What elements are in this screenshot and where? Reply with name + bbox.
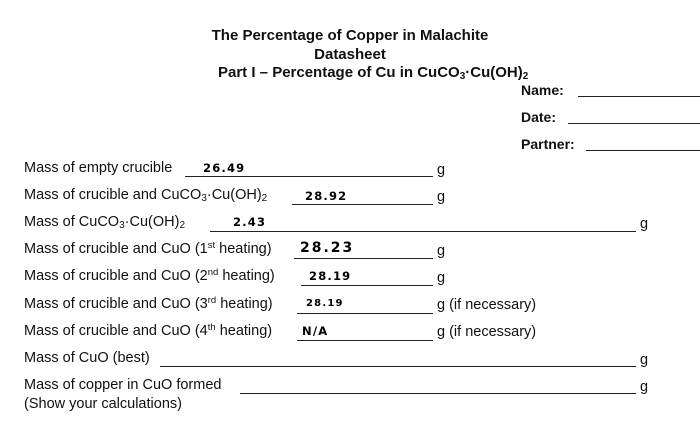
third-heating-value: 28.19 <box>306 298 344 309</box>
row2-prefix: Mass of crucible and <box>24 187 162 203</box>
part-title-sub3: 3 <box>459 71 466 82</box>
third-heating-unit: g (if necessary) <box>437 297 537 313</box>
row-copper-mass-label: Mass of copper in CuO formed <box>24 377 222 393</box>
row-empty-crucible-label: Mass of empty crucible <box>24 160 173 176</box>
partner-label: Partner: <box>521 136 575 152</box>
row5-suffix: heating) <box>218 268 275 284</box>
row2-cuoh: ·Cu(OH) <box>206 187 262 203</box>
row-third-heating-label <box>24 296 273 312</box>
datasheet-subtitle: Datasheet <box>314 46 386 63</box>
second-heating-value: 28.19 <box>309 269 352 283</box>
empty-crucible-field[interactable] <box>185 176 433 177</box>
partner-field[interactable] <box>586 150 700 151</box>
row5-ordinal: nd <box>207 267 219 278</box>
copper-mass-unit: g <box>640 379 649 395</box>
part-title <box>218 64 528 81</box>
date-label: Date: <box>521 109 557 125</box>
row-first-heating-label <box>24 241 272 257</box>
third-heating-field[interactable] <box>297 313 433 314</box>
row-second-heating-label <box>24 268 275 284</box>
row6-prefix: Mass of crucible and CuO (3 <box>24 296 208 312</box>
cuo-best-unit: g <box>640 352 649 368</box>
row6-ordinal: rd <box>207 295 217 306</box>
row7-prefix: Mass of crucible and CuO (4 <box>24 323 208 339</box>
fourth-heating-field[interactable] <box>297 340 433 341</box>
first-heating-value: 28.23 <box>300 240 355 256</box>
row3-sub2: 2 <box>179 220 185 231</box>
row4-prefix: Mass of crucible and CuO (1 <box>24 241 208 257</box>
row3-prefix: Mass of <box>24 214 79 230</box>
second-heating-unit: g <box>437 270 446 286</box>
row-fourth-heating-label <box>24 323 272 339</box>
row3-cuoh: ·Cu(OH) <box>124 214 180 230</box>
name-label: Name: <box>521 82 564 98</box>
row3-cuco: CuCO <box>78 214 120 230</box>
row-malachite-label <box>24 214 185 230</box>
date-field[interactable] <box>568 123 700 124</box>
empty-crucible-unit: g <box>437 162 446 178</box>
row-cuo-best-label: Mass of CuO (best) <box>24 350 150 366</box>
crucible-malachite-field[interactable] <box>292 204 433 205</box>
second-heating-field[interactable] <box>301 285 433 286</box>
fourth-heating-unit: g (if necessary) <box>437 324 537 340</box>
row4-ordinal: st <box>207 240 216 251</box>
calculations-note: (Show your calculations) <box>24 396 182 412</box>
row7-suffix: heating) <box>215 323 273 339</box>
row2-cuco: CuCO <box>161 187 202 203</box>
fourth-heating-value: N/A <box>302 324 329 338</box>
row7-ordinal: th <box>207 322 216 333</box>
crucible-malachite-value: 28.92 <box>305 189 348 203</box>
row2-sub2: 2 <box>261 193 268 204</box>
row2-sub3: 3 <box>201 193 207 204</box>
row5-prefix: Mass of crucible and CuO (2 <box>24 268 208 284</box>
name-field[interactable] <box>578 96 700 97</box>
part-title-sub2: 2 <box>522 71 529 82</box>
first-heating-unit: g <box>437 243 446 259</box>
crucible-malachite-unit: g <box>437 189 446 205</box>
malachite-mass-unit: g <box>640 216 649 232</box>
malachite-mass-value: 2.43 <box>233 215 267 229</box>
first-heating-field[interactable] <box>294 258 433 259</box>
cuo-best-field[interactable] <box>160 366 636 367</box>
copper-mass-field[interactable] <box>240 393 636 394</box>
row4-suffix: heating) <box>215 241 272 257</box>
datasheet-title: The Percentage of Copper in Malachite <box>211 27 489 44</box>
row6-suffix: heating) <box>216 296 273 312</box>
part-title-prefix: Part I – Percentage of Cu in CuCO <box>218 64 460 81</box>
row-crucible-malachite-label <box>24 187 267 203</box>
malachite-mass-field[interactable] <box>210 231 636 232</box>
empty-crucible-value: 26.49 <box>203 161 246 175</box>
part-title-mid: ·Cu(OH) <box>465 64 523 81</box>
row3-sub3: 3 <box>119 220 125 231</box>
